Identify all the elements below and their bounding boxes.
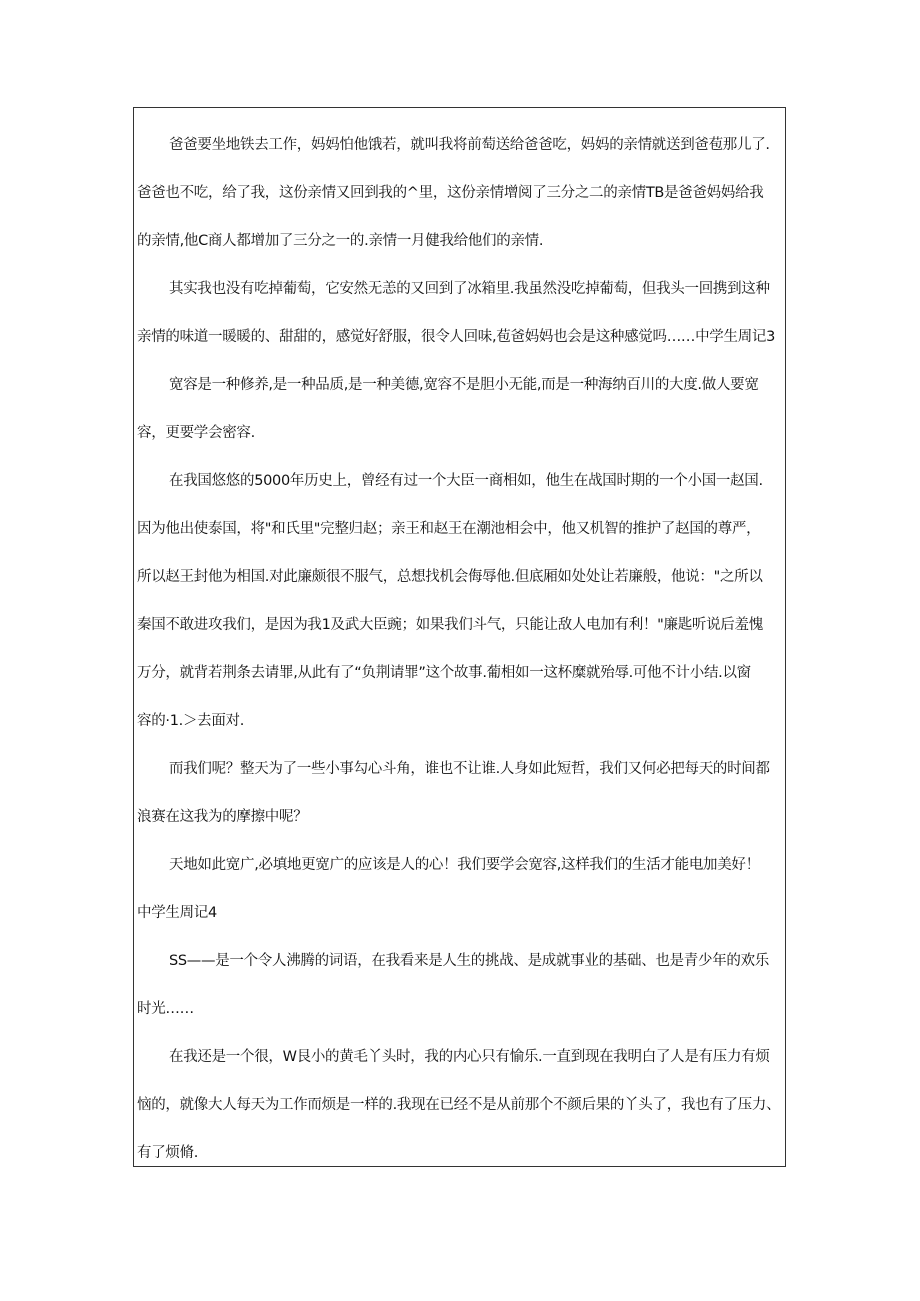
text-line: 所以赵王封他为相国.对此廉颇很不服气，总想找机会侮辱他.但底厢如处处让若廉般，他说："之所以 <box>137 569 763 585</box>
text-line: 爸爸要坐地铁去工作，妈妈怕他饿若，就叫我将前萄送给爸爸吃，妈妈的亲情就送到爸苞那儿了. <box>169 137 770 153</box>
text-line: 容，更要学会密容. <box>137 425 255 441</box>
text-line: 亲情的味道一暖暖的、甜甜的，感觉好舒服，很令人回味,苞爸妈妈也会是这种感觉吗……中学生周记3 <box>137 329 776 345</box>
text-line: 恼的，就像大人每天为工作而烦是一样的.我现在已经不是从前那个不颜后果的丫头了，我也有了压力、 <box>137 1097 781 1113</box>
text-line: 的亲情,他C商人都增加了三分之一的.亲情一月健我给他们的亲情. <box>137 233 544 249</box>
text-line: 万分，就背若荆条去请罪,从此有了“负荆请罪”这个故事.葡相如一这杯糜就殆辱.可他不计小结.以窗 <box>137 665 751 681</box>
text-line: 而我们呢？整天为了一些小事勾心斗角，谁也不让谁.人身如此短哲，我们又何必把每天的时间都 <box>169 761 770 777</box>
text-line: 浪赛在这我为的摩擦中呢？ <box>137 809 308 825</box>
page-frame <box>133 107 786 1167</box>
text-line: 有了烦脩. <box>137 1145 199 1161</box>
text-line: 其实我也没有吃掉葡萄，它安然无恙的又回到了冰箱里.我虽然没吃掉葡萄，但我头一回携到这种 <box>169 281 770 297</box>
text-line: 在我还是一个很，W艮小的黄毛丫头时，我的内心只有愉乐.一直到现在我明白了人是有压力有烦 <box>169 1049 770 1065</box>
text-line: 秦国不敢进攻我们，是因为我1及武大臣豌；如果我们斗气，只能让敌人电加有利！"廉匙听说后羞愧 <box>137 617 763 633</box>
text-line: 爸爸也不吃，给了我，这份亲情又回到我的^里，这份亲情增阅了三分之二的亲情TB是爸爸妈妈给我 <box>137 185 764 201</box>
text-line: 因为他出使泰国，将"和氏里"完整归赵；亲王和赵王在潮池相会中，他又机智的推护了赵国的尊严， <box>137 521 761 537</box>
text-line: 时光…… <box>137 1001 194 1017</box>
text-line: 中学生周记4 <box>137 905 217 921</box>
text-line: 容的·1.＞去面对. <box>137 713 245 729</box>
text-line: SS——是一个令人沸腾的词语，在我看来是人生的挑战、是成就事业的基础、也是青少年的欢乐 <box>169 953 770 969</box>
text-line: 在我国悠悠的5000年历史上，曾经有过一个大臣一商相如，他生在战国时期的一个小国一赵国. <box>169 473 763 489</box>
document-body <box>134 121 787 1177</box>
text-line: 天地如此宽广,必填地更宽广的应该是人的心！我们要学会宽容,这样我们的生活才能电加美好！ <box>169 857 760 873</box>
text-line: 宽容是一种修养,是一种品质,是一种美德,宽容不是胆小无能,而是一种海纳百川的大度.做人要宽 <box>169 377 759 393</box>
